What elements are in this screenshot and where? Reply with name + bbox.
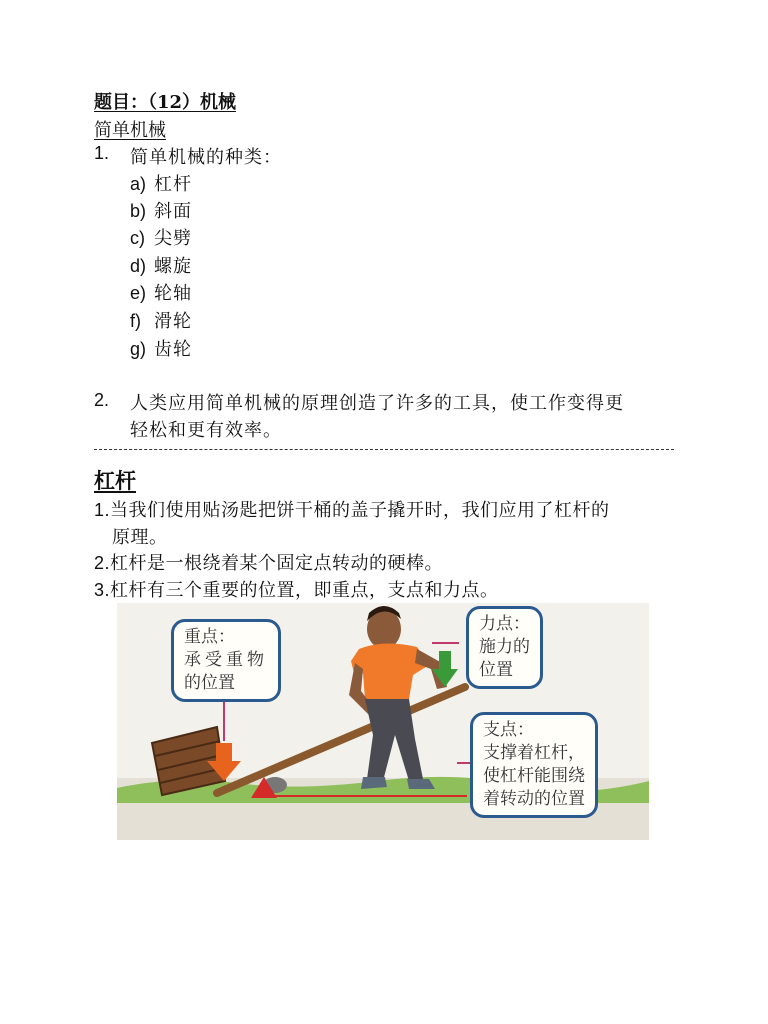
- type-text: 杠杆: [154, 174, 192, 195]
- type-label: g): [130, 339, 147, 359]
- fulcrum-callout-line4: 着转动的位置: [483, 789, 585, 809]
- point-number: 2.: [94, 553, 111, 573]
- fulcrum-callout-line3: 使杠杆能围绕: [483, 766, 585, 786]
- fulcrum-callout-title: 支点：: [483, 720, 534, 740]
- type-item-d: [130, 252, 192, 278]
- point-number: 3.: [94, 580, 111, 600]
- lever-point-2: [94, 549, 443, 575]
- type-text: 齿轮: [154, 339, 192, 360]
- type-label: e): [130, 283, 147, 303]
- type-text: 滑轮: [154, 311, 192, 332]
- load-point-callout: [171, 619, 281, 702]
- type-item-b: [130, 197, 192, 223]
- page-title: 题目：（12）机械: [94, 92, 237, 113]
- type-text: 斜面: [154, 201, 192, 222]
- type-item-c: [130, 224, 192, 250]
- section-divider: [94, 449, 674, 450]
- list-item-1: [94, 143, 109, 164]
- effort-callout-line3: 位置: [479, 660, 513, 680]
- type-item-f: [130, 307, 192, 333]
- type-label: a): [130, 174, 147, 194]
- point-text: 当我们使用贴汤匙把饼干桶的盖子撬开时，我们应用了杠杆的: [110, 500, 610, 521]
- type-item-a: [130, 170, 192, 196]
- lever-point-3: [94, 576, 499, 602]
- type-item-g: [130, 335, 192, 361]
- item-2-line1: 人类应用简单机械的原理创造了许多的工具，使工作变得更: [130, 393, 624, 414]
- type-text: 螺旋: [154, 256, 192, 277]
- type-label: c): [130, 228, 145, 248]
- type-label: f): [130, 311, 141, 331]
- load-callout-line3: 的位置: [184, 673, 235, 693]
- effort-callout-title: 力点：: [479, 614, 530, 634]
- item-2-line2: 轻松和更有效率。: [130, 420, 282, 441]
- fulcrum-callout-line2: 支撑着杠杆，: [483, 743, 585, 763]
- point-text: 杠杆有三个重要的位置，即重点，支点和力点。: [110, 580, 499, 601]
- lever-point-1: [94, 496, 610, 522]
- point-text: 杠杆是一根绕着某个固定点转动的硬棒。: [110, 553, 444, 574]
- effort-callout-line2: 施力的: [479, 637, 530, 657]
- type-text: 尖劈: [154, 228, 192, 249]
- item-2-number: 2.: [94, 390, 110, 410]
- type-text: 轮轴: [154, 283, 192, 304]
- lever-point-1-cont: 原理。: [112, 527, 168, 548]
- point-number: 1.: [94, 500, 111, 520]
- lever-illustration: [117, 603, 649, 840]
- effort-point-callout: [466, 606, 543, 689]
- load-callout-title: 重点：: [184, 627, 235, 647]
- item-1-text: 简单机械的种类：: [130, 147, 282, 168]
- type-item-e: [130, 279, 192, 305]
- fulcrum-callout: [470, 712, 598, 818]
- item-number: 1.: [94, 143, 110, 163]
- type-label: b): [130, 201, 147, 221]
- type-label: d): [130, 256, 147, 276]
- section-title-lever: 杠杆: [94, 468, 136, 493]
- subheading: 简单机械: [94, 120, 166, 141]
- load-callout-line2: 承受重物: [184, 650, 268, 670]
